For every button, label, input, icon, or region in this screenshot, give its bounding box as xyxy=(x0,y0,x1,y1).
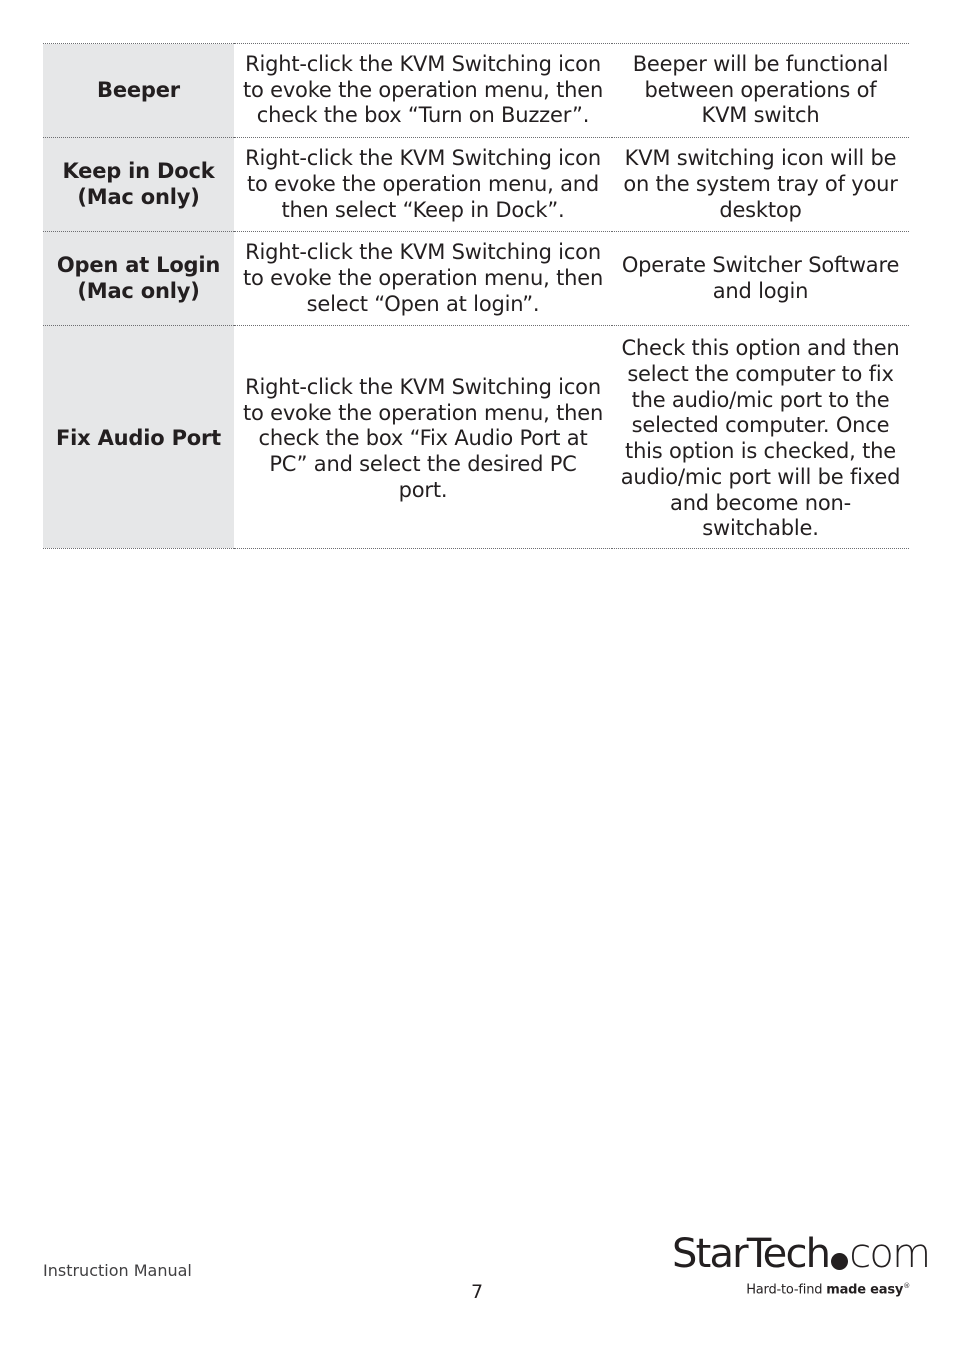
features-table xyxy=(43,43,909,549)
logo-name-part2: com xyxy=(849,1231,930,1277)
logo-dot-icon xyxy=(831,1253,848,1270)
page-number: 7 xyxy=(470,1281,484,1303)
feature-instruction: Right-click the KVM Switching icon to evoke the operation menu, then select “Open at login”. xyxy=(234,232,612,326)
feature-instruction: Right-click the KVM Switching icon to evoke the operation menu, then check the box “Turn on Buzzer”. xyxy=(234,44,612,138)
feature-name: Fix Audio Port xyxy=(43,326,234,549)
registered-mark: ® xyxy=(903,1282,910,1290)
feature-result: KVM switching icon will be on the system tray of your desktop xyxy=(612,138,909,232)
footer-manual-label: Instruction Manual xyxy=(43,1261,192,1280)
table-row xyxy=(43,232,909,326)
logo-tagline-bold: made easy xyxy=(826,1282,904,1298)
feature-name: Open at Login (Mac only) xyxy=(43,232,234,326)
startech-logo xyxy=(668,1228,930,1308)
feature-result: Beeper will be functional between operations of KVM switch xyxy=(612,44,909,138)
feature-instruction: Right-click the KVM Switching icon to evoke the operation menu, then check the box “Fix Audio Port at PC” and select the desired PC port. xyxy=(234,326,612,549)
logo-wordmark xyxy=(672,1228,929,1280)
table-row xyxy=(43,138,909,232)
feature-result: Check this option and then select the computer to fix the audio/mic port to the selected computer. Once this option is checked, the audio/mic port will be fixed and become non-switchable. xyxy=(612,326,909,549)
table-row xyxy=(43,44,909,138)
logo-tagline-regular: Hard-to-find xyxy=(746,1282,827,1298)
table-row xyxy=(43,326,909,549)
logo-tagline xyxy=(746,1282,910,1297)
feature-name: Keep in Dock (Mac only) xyxy=(43,138,234,232)
feature-result: Operate Switcher Software and login xyxy=(612,232,909,326)
feature-instruction: Right-click the KVM Switching icon to evoke the operation menu, and then select “Keep in Dock”. xyxy=(234,138,612,232)
logo-name-part1: StarTech xyxy=(672,1231,830,1277)
feature-name: Beeper xyxy=(43,44,234,138)
